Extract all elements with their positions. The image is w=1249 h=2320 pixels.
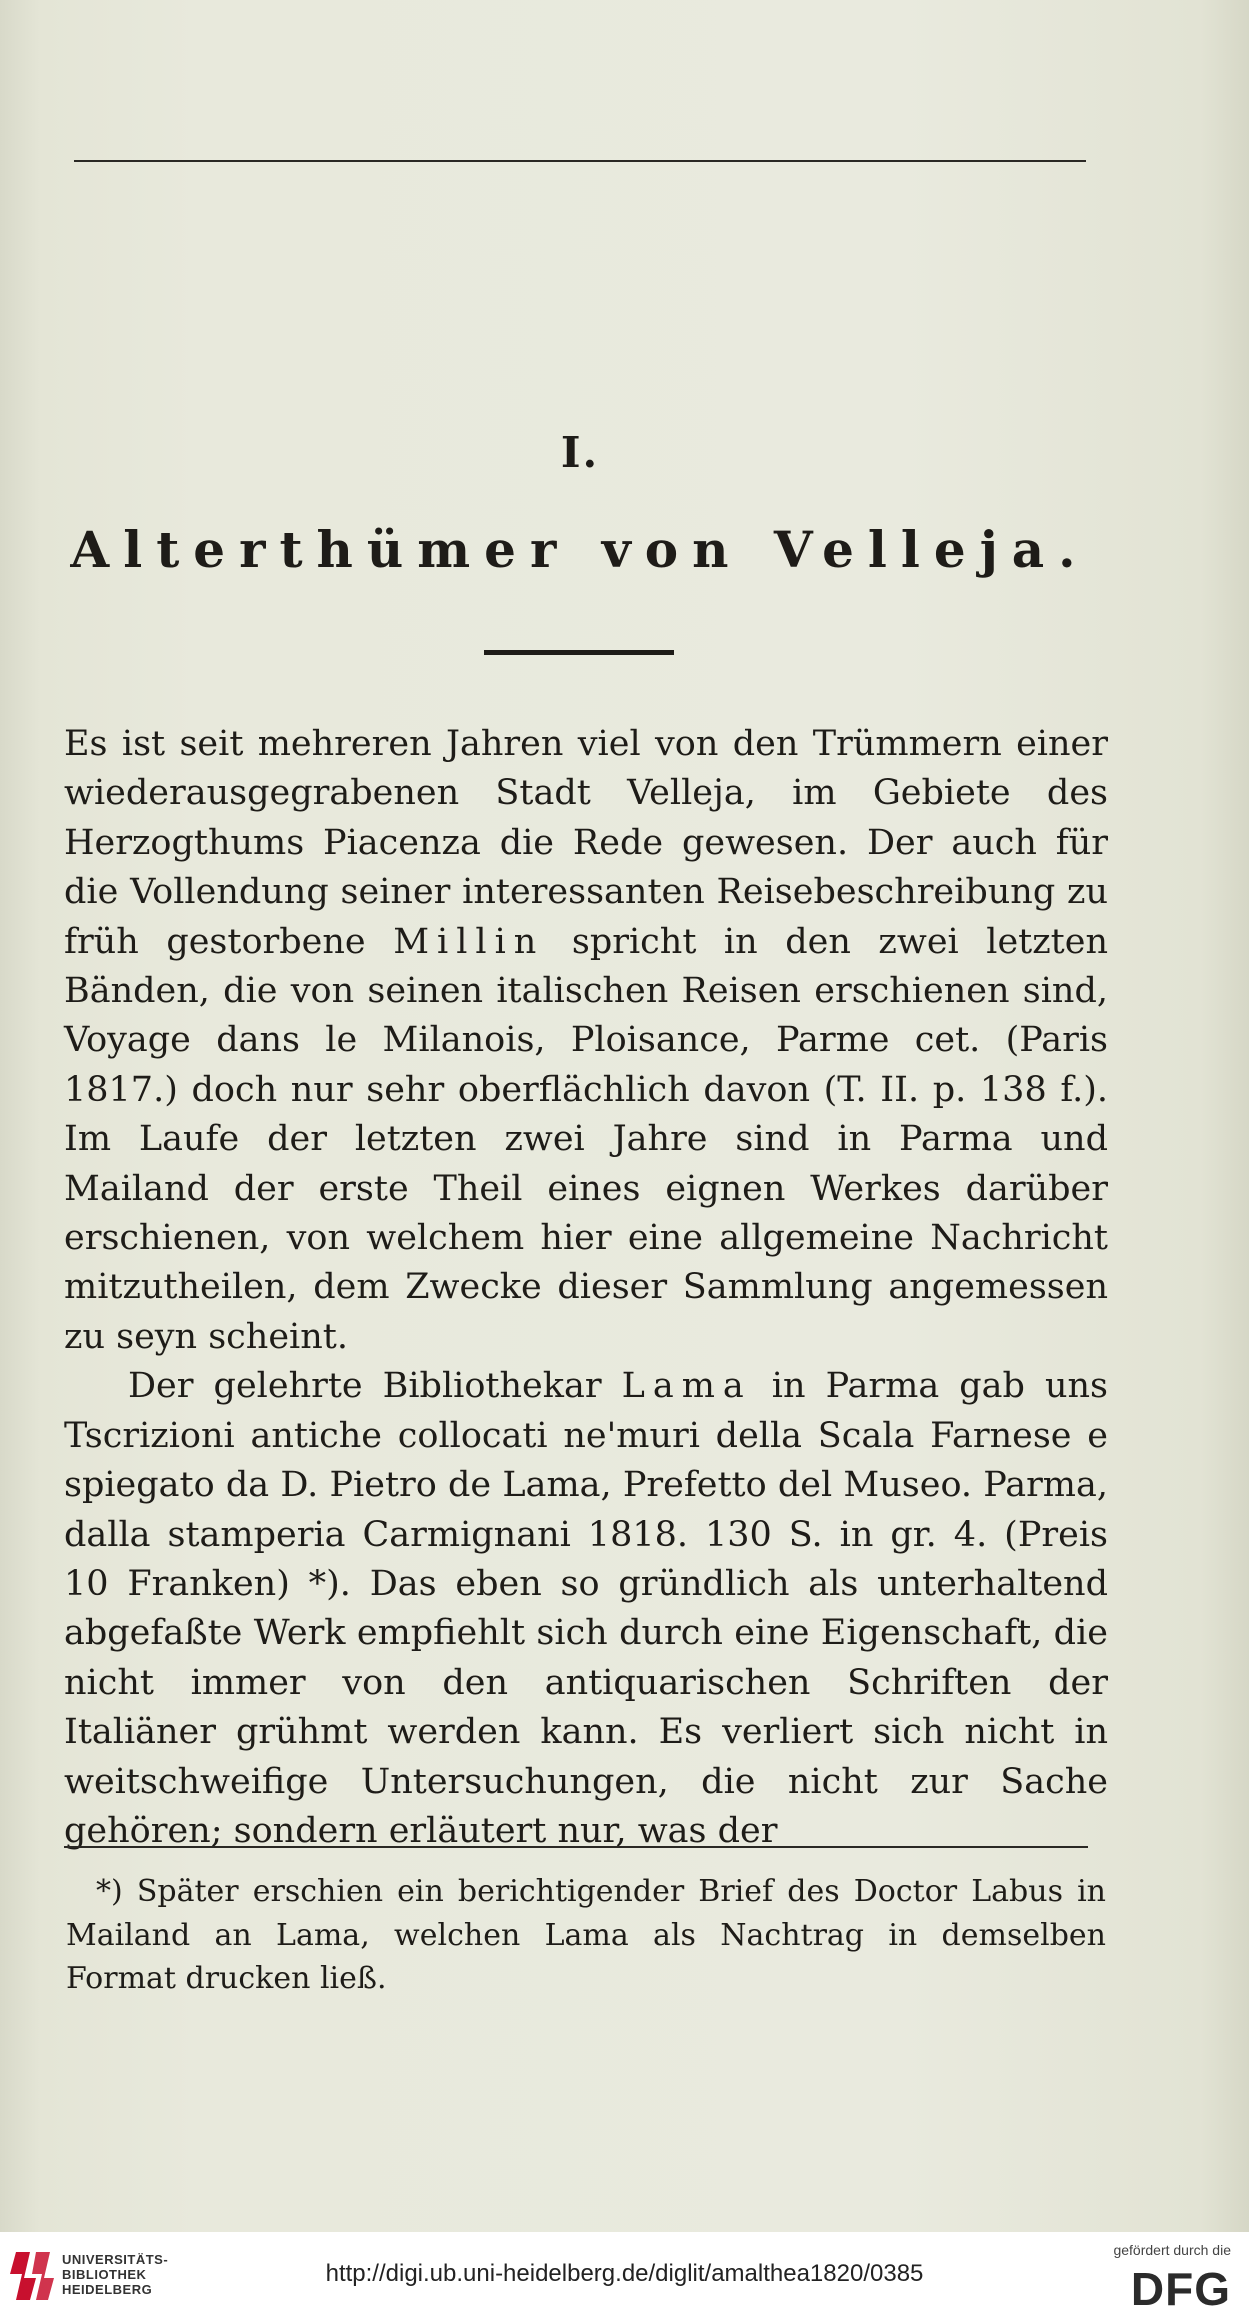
title-rule — [484, 650, 674, 655]
author-name-lama: Lama — [621, 1366, 752, 1407]
funding-note: gefördert durch die — [1113, 2242, 1231, 2258]
body-text — [64, 720, 1108, 1856]
viewer-footer — [0, 2232, 1249, 2320]
author-name-millin: Millin — [393, 921, 545, 962]
paragraph-2 — [64, 1362, 1108, 1856]
chapter-title: Alterthümer von Velleja. — [70, 520, 1090, 579]
paragraph-1 — [64, 720, 1108, 1362]
paragraph-2-part-2: in Parma gab uns Tscrizioni antiche collocati ne'muri della Scala Farnese e spiegato da D. Pietro de Lama, Prefetto del Museo. Parma, dalla stamperia Carmignani 1818. 130 S. in gr. 4. (Preis 10 Franken) *). Das eben so gründlich als unterhaltend abgefaßte Werk empfiehlt sich durch eine Eigenschaft, die nicht immer von den antiquarischen Schriften der Italiäner grühmt werden kann. Es verliert sich nicht in weitschweifige Untersuchungen, die nicht zur Sache gehören; sondern erläutert nur, was der — [64, 1366, 1108, 1851]
library-name-line-1: UNIVERSITÄTS- — [62, 2252, 169, 2267]
footnote — [66, 1870, 1106, 2001]
permalink-url[interactable]: http://digi.ub.uni-heidelberg.de/diglit/amalthea1820/0385 — [325, 2260, 924, 2287]
header-rule — [74, 160, 1086, 162]
paragraph-2-part-1: Der gelehrte Bibliothekar — [128, 1366, 622, 1407]
footnote-rule — [64, 1846, 1088, 1848]
library-name-line-3: HEIDELBERG — [62, 2282, 153, 2297]
chapter-number: I. — [560, 428, 600, 477]
dfg-logo: DFG — [1130, 2263, 1231, 2315]
library-name-line-2: BIBLIOTHEK — [62, 2267, 147, 2282]
paragraph-1-part-1: Es ist seit mehreren Jahren viel von den Trümmern einer wiederausgegrabenen Stadt Velleja, im Gebiete des Herzogthums Piacenza die Rede gewesen. Der auch für die Vollendung seiner interessanten Reisebeschreibung zu früh gestorbene — [64, 724, 1108, 962]
paragraph-1-part-2: spricht in den zwei letzten Bänden, die von seinen italischen Reisen erschienen sind, Voyage dans le Milanois, Ploisance, Parme cet. (Paris 1817.) doch nur sehr oberflächlich davon (T. II. p. 138 f.). Im Laufe der letzten zwei Jahre sind in Parma und Mailand der erste Theil eines eignen Werkes darüber erschienen, von welchem hier eine allgemeine Nachricht mitzutheilen, dem Zwecke dieser Sammlung angemessen zu seyn scheint. — [64, 921, 1108, 1357]
footnote-text: *) Später erschien ein berichtigender Brief des Doctor Labus in Mailand an Lama, welchen Lama als Nachtrag in demselben Format drucken ließ. — [66, 1874, 1106, 1996]
